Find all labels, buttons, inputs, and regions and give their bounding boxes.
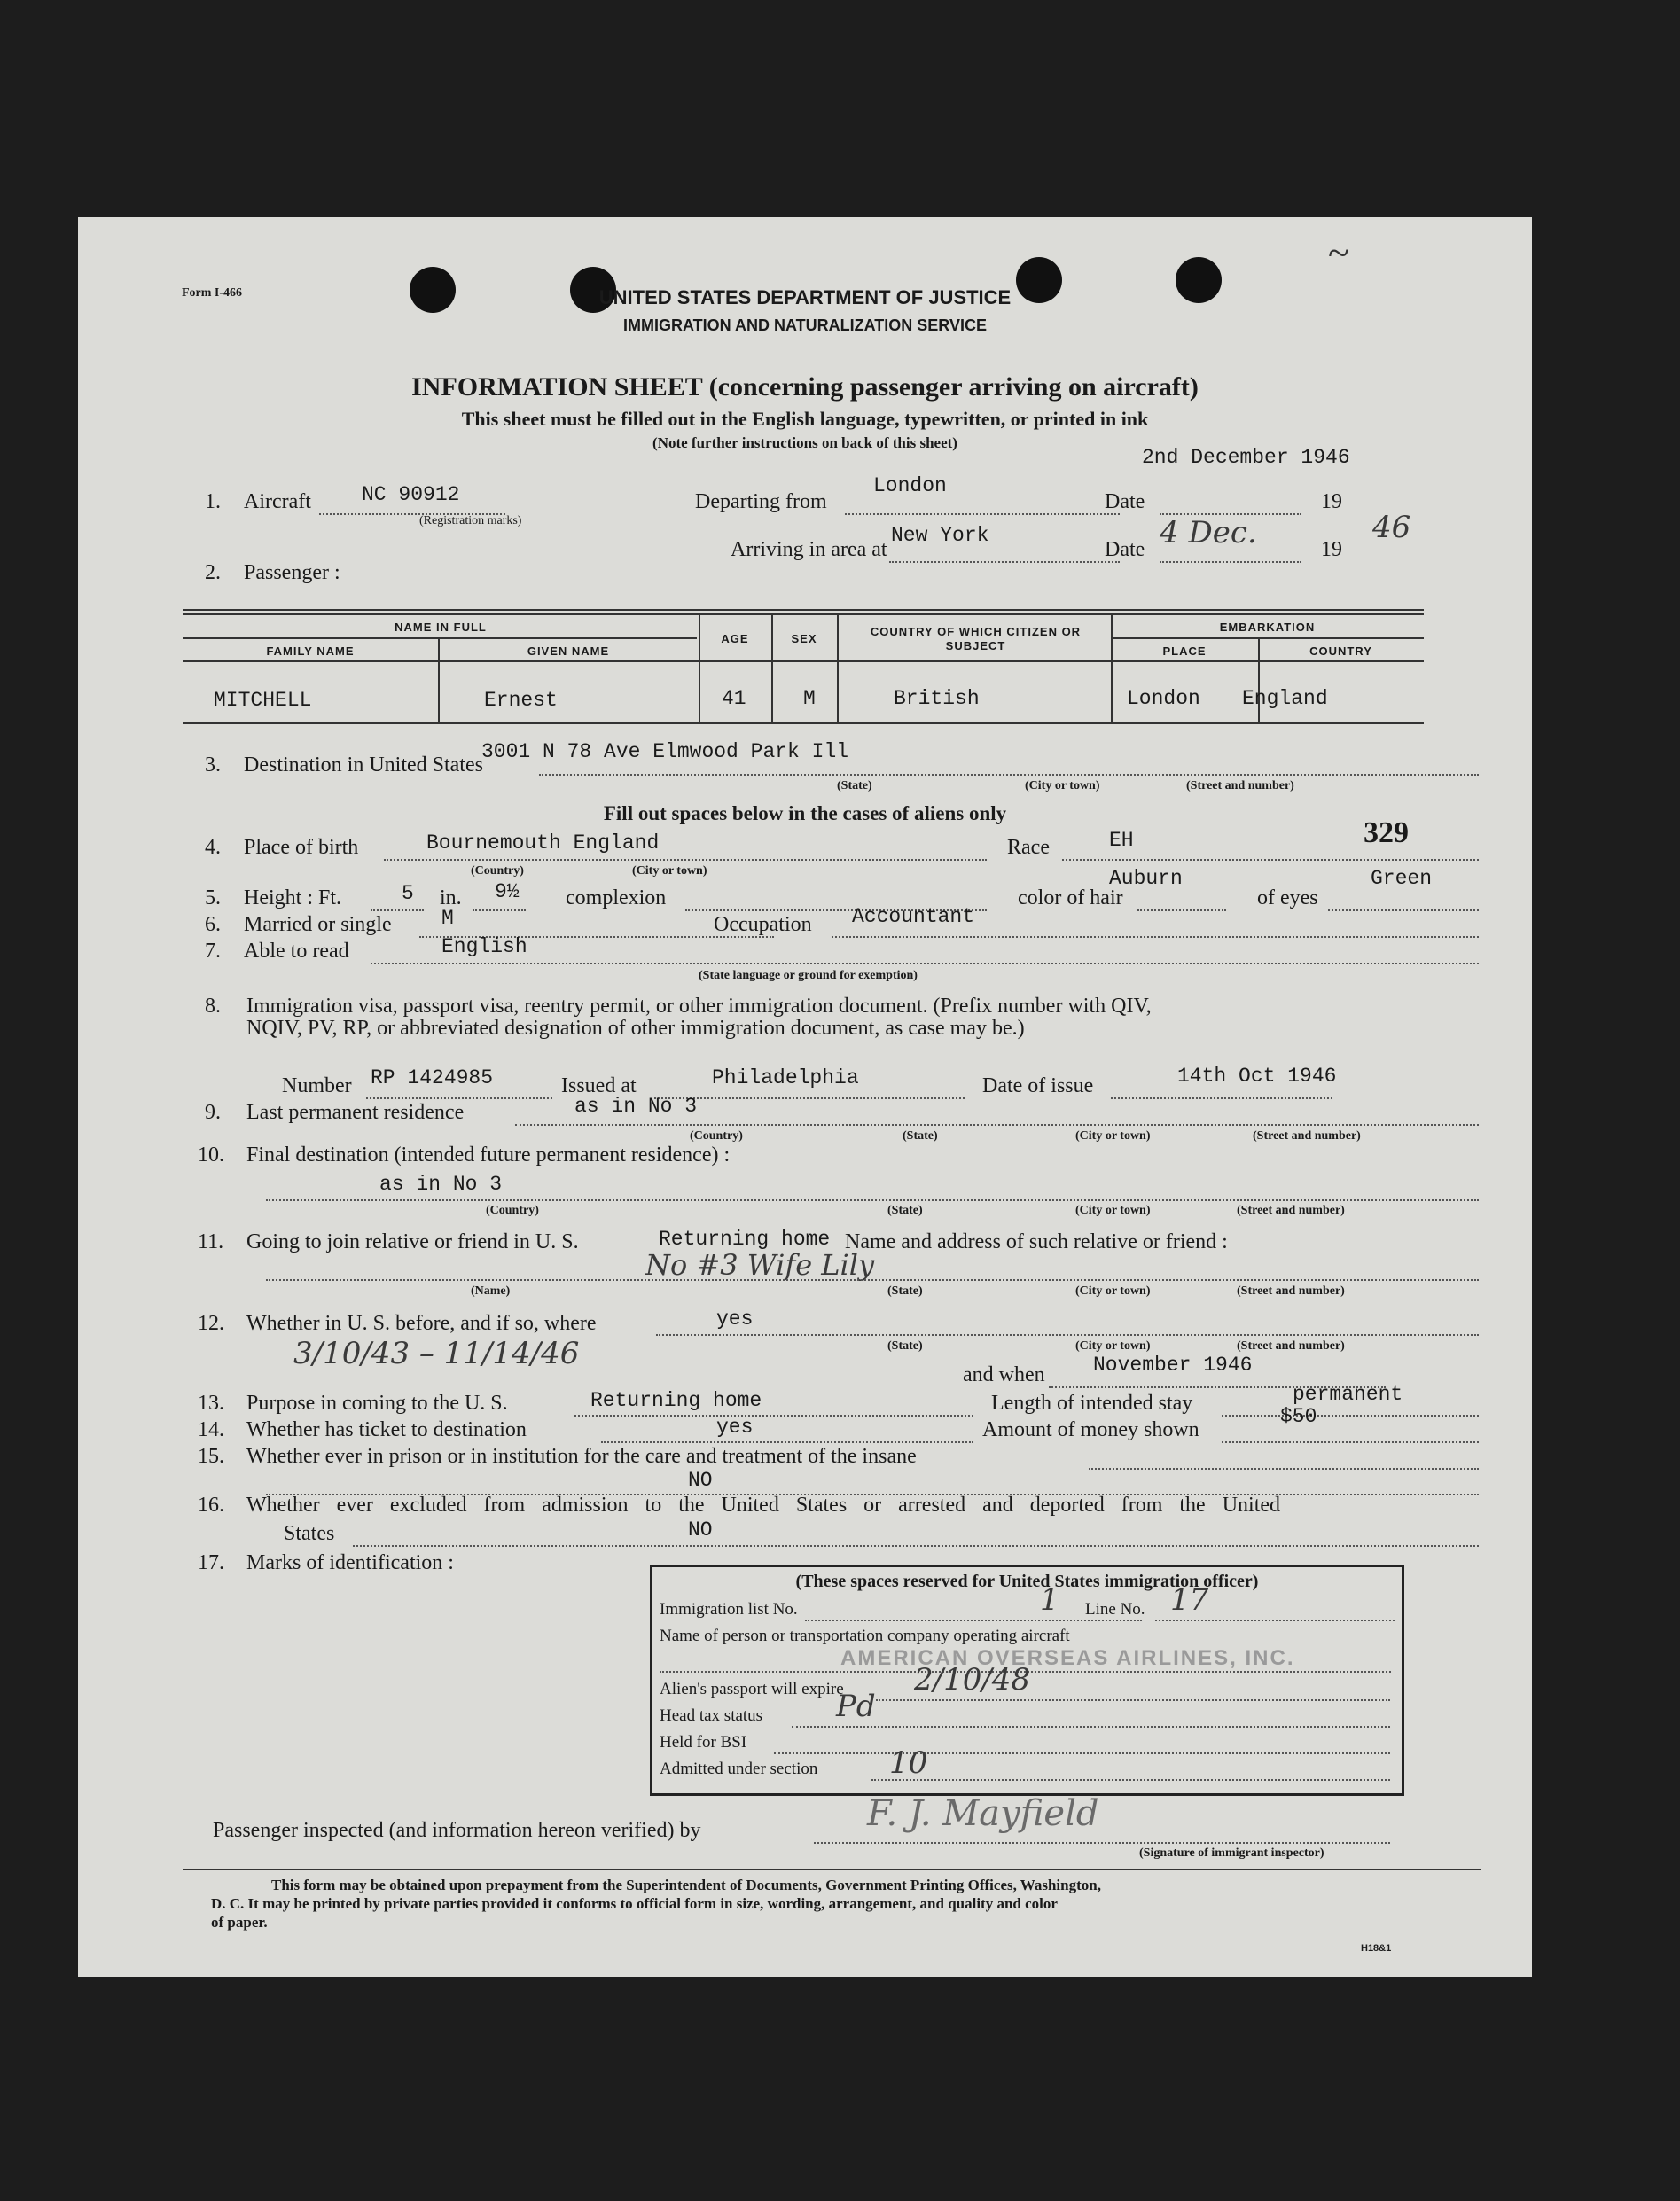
item-3-number: 3. (205, 753, 221, 777)
prison-label: Whether ever in prison or in institution for the care and treatment of the insane (246, 1445, 917, 1468)
service-title: IMMIGRATION AND NATURALIZATION SERVICE (623, 316, 987, 334)
aircraft-label: Aircraft (244, 490, 311, 513)
company-label: Name of person or transportation company operating aircraft (660, 1627, 1070, 1645)
hair-value: Auburn (1109, 867, 1183, 890)
excluded-text: Whether ever excluded from admission to the United States or arrested and deported from the United (246, 1494, 1281, 1517)
passport-label: Alien's passport will expire (660, 1680, 844, 1698)
col-country: COUNTRY (1309, 644, 1372, 658)
caption-city-11: (City or town) (1075, 1284, 1151, 1298)
issue-date-label: Date of issue (982, 1074, 1094, 1097)
item-16-number: 16. (198, 1494, 224, 1517)
caption-country-9: (Country) (690, 1129, 743, 1143)
typed-date: 2nd December 1946 (1142, 446, 1350, 469)
read-label: Able to read (244, 940, 349, 963)
inspected-label: Passenger inspected (and information hereon verified) by (213, 1819, 701, 1842)
departing-label: Departing from (695, 490, 827, 513)
date-label-2: Date (1105, 538, 1145, 561)
department-title: UNITED STATES DEPARTMENT OF JUSTICE (598, 286, 1012, 308)
document-text-1: Immigration visa, passport visa, reentry permit, or other immigration document. (Prefix number with QIV, (246, 995, 1152, 1018)
join-handwritten: No #3 Wife Lily (645, 1248, 875, 1282)
join-label-b: Name and address of such relative or friend : (845, 1230, 1228, 1253)
caption-city-town: (City or town) (632, 864, 707, 878)
cell-embark-country: England (1242, 687, 1328, 710)
residence-value: as in No 3 (574, 1095, 698, 1118)
cell-age: 41 (722, 687, 746, 710)
hair-label: color of hair (1018, 886, 1123, 909)
inspector-signature: F. J. Mayfield (867, 1793, 1099, 1834)
purpose-label: Purpose in coming to the U. S. (246, 1392, 508, 1415)
item-8-number: 8. (205, 995, 221, 1018)
height-label: Height : Ft. (244, 886, 342, 909)
item-13-number: 13. (198, 1392, 224, 1415)
read-value: English (441, 935, 527, 958)
birthplace-value: Bournemouth England (426, 831, 660, 855)
married-value: M (441, 907, 454, 930)
col-place: PLACE (1162, 644, 1207, 658)
form-sheet (78, 217, 1532, 1977)
race-value: EH (1109, 829, 1134, 852)
occupation-value: Accountant (852, 905, 975, 928)
stamped-code: 329 (1364, 816, 1409, 849)
line-value: 17 (1170, 1582, 1209, 1618)
list-value: 1 (1040, 1582, 1059, 1618)
col-embarkation: EMBARKATION (1219, 620, 1316, 634)
item-10-number: 10. (198, 1143, 224, 1167)
cell-embark-place: London (1127, 687, 1200, 710)
arriving-value: New York (891, 524, 989, 547)
birthplace-label: Place of birth (244, 836, 359, 859)
officer-box-title: (These spaces reserved for United States immigration officer) (795, 1572, 1259, 1591)
prison-value: NO (688, 1469, 713, 1492)
read-caption: (State language or ground for exemption) (699, 969, 918, 982)
excluded-value: NO (688, 1518, 713, 1541)
caption-state-11: (State) (887, 1284, 923, 1298)
year-prefix-2: 19 (1321, 538, 1342, 561)
caption-state-10: (State) (887, 1204, 923, 1217)
ticket-value: yes (716, 1416, 754, 1439)
inches-label: in. (440, 886, 462, 909)
admitted-value: 10 (889, 1745, 928, 1781)
footer-line-1: This form may be obtained upon prepayment from the Superintendent of Documents, Government Printing Offices, Washington, (271, 1877, 1101, 1893)
cell-given-name: Ernest (484, 689, 558, 712)
race-label: Race (1007, 836, 1050, 859)
tax-value: Pd (836, 1689, 876, 1724)
before-handwritten: 3/10/43 – 11/14/46 (293, 1336, 580, 1371)
punch-hole (1176, 257, 1222, 303)
footer-line-3: of paper. (211, 1914, 268, 1931)
caption-state-12: (State) (887, 1339, 923, 1353)
arriving-label: Arriving in area at (731, 538, 887, 561)
footer-code: H18&1 (1361, 1943, 1392, 1954)
date-label: Date (1105, 490, 1145, 513)
before-label: Whether in U. S. before, and if so, where (246, 1312, 597, 1335)
height-inches: 9½ (495, 880, 520, 903)
eyes-label: of eyes (1257, 886, 1318, 909)
item-14-number: 14. (198, 1418, 224, 1441)
item-11-number: 11. (198, 1230, 224, 1253)
caption-city-9: (City or town) (1075, 1129, 1151, 1143)
handwritten-year: 46 (1372, 510, 1411, 545)
join-typed: Returning home (659, 1228, 831, 1251)
final-destination-value: as in No 3 (379, 1173, 503, 1196)
col-country-citizen: COUNTRY OF WHICH CITIZEN OR SUBJECT (870, 625, 1082, 652)
issued-value: Philadelphia (712, 1066, 859, 1089)
col-age: AGE (721, 632, 749, 645)
caption-street-10: (Street and number) (1237, 1204, 1345, 1217)
bsi-label: Held for BSI (660, 1733, 747, 1752)
caption-country-10: (Country) (486, 1204, 539, 1217)
item-15-number: 15. (198, 1445, 224, 1468)
eyes-value: Green (1371, 867, 1433, 890)
identification-label: Marks of identification : (246, 1551, 454, 1574)
footer-line-2: D. C. It may be printed by private parties provided it conforms to official form in size, wording, arrangement, and quality and color (211, 1895, 1058, 1912)
caption-city-12: (City or town) (1075, 1339, 1151, 1353)
form-number: Form I-466 (182, 286, 243, 300)
list-label: Immigration list No. (660, 1600, 798, 1619)
caption-name-11: (Name) (471, 1284, 511, 1298)
item-1-number: 1. (205, 490, 221, 513)
caption-street: (Street and number) (1186, 779, 1294, 792)
form-subtitle: This sheet must be filled out in the English language, typewritten, or printed in ink (461, 408, 1149, 430)
col-family-name: FAMILY NAME (266, 644, 355, 658)
company-stamp: AMERICAN OVERSEAS AIRLINES, INC. (840, 1646, 1295, 1670)
before-value: yes (716, 1307, 754, 1331)
final-destination-label: Final destination (intended future permanent residence) : (246, 1143, 731, 1167)
line-label: Line No. (1085, 1600, 1145, 1619)
stay-value: permanent (1293, 1383, 1403, 1406)
married-label: Married or single (244, 913, 392, 936)
handwritten-date: 4 Dec. (1160, 515, 1257, 550)
item-7-number: 7. (205, 940, 221, 963)
occupation-label: Occupation (714, 913, 812, 936)
tax-label: Head tax status (660, 1706, 763, 1725)
form-title: INFORMATION SHEET (concerning passenger arriving on aircraft) (411, 372, 1199, 402)
caption-state-9: (State) (903, 1129, 938, 1143)
passenger-label: Passenger : (244, 561, 340, 584)
passport-value: 2/10/48 (914, 1662, 1031, 1698)
when-value: November 1946 (1093, 1354, 1253, 1377)
caption-city-10: (City or town) (1075, 1204, 1151, 1217)
height-feet: 5 (402, 882, 414, 905)
caption-city: (City or town) (1025, 779, 1100, 792)
aliens-header: Fill out spaces below in the cases of aliens only (603, 802, 1007, 824)
destination-label: Destination in United States (244, 753, 483, 777)
caption-country: (Country) (471, 864, 524, 878)
item-5-number: 5. (205, 886, 221, 909)
aircraft-value: NC 90912 (362, 483, 460, 506)
caption-street-9: (Street and number) (1253, 1129, 1361, 1143)
inspector-caption: (Signature of immigrant inspector) (1139, 1846, 1324, 1860)
complexion-label: complexion (566, 886, 667, 909)
item-17-number: 17. (198, 1551, 224, 1574)
top-mark: ~ (1328, 231, 1349, 275)
money-value: $50 (1280, 1405, 1317, 1428)
stay-label: Length of intended stay (991, 1392, 1193, 1415)
form-note: (Note further instructions on back of this sheet) (652, 434, 957, 451)
registration-caption: (Registration marks) (419, 514, 522, 527)
item-6-number: 6. (205, 913, 221, 936)
cell-sex: M (803, 687, 816, 710)
ticket-label: Whether has ticket to destination (246, 1418, 527, 1441)
doc-number-label: Number (282, 1074, 352, 1097)
caption-street-12: (Street and number) (1237, 1339, 1345, 1353)
join-label: Going to join relative or friend in U. S. (246, 1230, 579, 1253)
cell-citizen: British (894, 687, 980, 710)
doc-number-value: RP 1424985 (371, 1066, 494, 1089)
col-given-name: GIVEN NAME (527, 644, 610, 658)
col-name-in-full: NAME IN FULL (395, 620, 487, 634)
item-4-number: 4. (205, 836, 221, 859)
caption-state: (State) (837, 779, 872, 792)
excluded-text-2: States (284, 1522, 335, 1545)
destination-value: 3001 N 78 Ave Elmwood Park Ill (481, 740, 849, 763)
issue-date-value: 14th Oct 1946 (1177, 1065, 1337, 1088)
departing-value: London (873, 474, 947, 497)
cell-family-name: MITCHELL (214, 689, 312, 712)
year-prefix: 19 (1321, 490, 1342, 513)
col-sex: SEX (791, 632, 817, 645)
issued-label: Issued at (561, 1074, 637, 1097)
residence-label: Last permanent residence (246, 1101, 465, 1124)
item-12-number: 12. (198, 1312, 224, 1335)
money-label: Amount of money shown (982, 1418, 1199, 1441)
document-text-2: NQIV, PV, RP, or abbreviated designation of other immigration document, as case may be.) (246, 1017, 1025, 1040)
item-2-number: 2. (205, 561, 221, 584)
purpose-value: Returning home (590, 1389, 762, 1412)
caption-street-11: (Street and number) (1237, 1284, 1345, 1298)
item-9-number: 9. (205, 1101, 221, 1124)
admitted-label: Admitted under section (660, 1760, 818, 1778)
when-label: and when (963, 1363, 1045, 1386)
